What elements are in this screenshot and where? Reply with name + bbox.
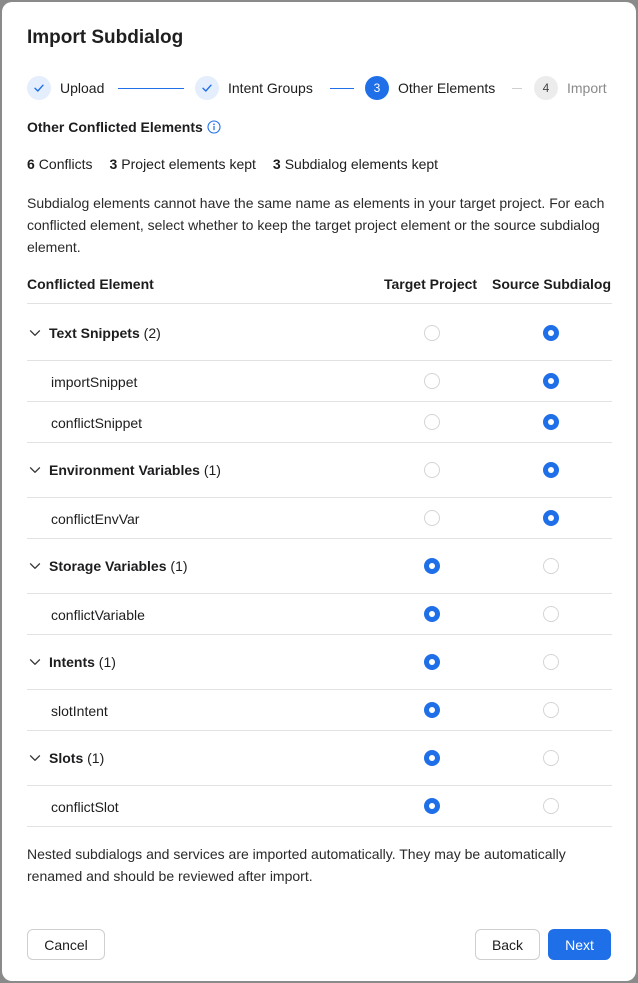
check-icon <box>195 76 219 100</box>
step-label: Intent Groups <box>228 80 313 96</box>
group-row-text-snippets <box>27 305 612 361</box>
target-radio[interactable] <box>424 414 440 430</box>
step-number: 4 <box>534 76 558 100</box>
source-radio[interactable] <box>543 373 559 389</box>
group-label: Environment Variables (1) <box>49 462 221 478</box>
target-radio[interactable] <box>424 750 440 766</box>
group-label: Storage Variables (1) <box>49 558 188 574</box>
step-label: Other Elements <box>398 80 496 96</box>
source-radio[interactable] <box>543 558 559 574</box>
group-label: Intents (1) <box>49 654 116 670</box>
target-radio[interactable] <box>424 558 440 574</box>
section-title-text: Other Conflicted Elements <box>27 119 203 135</box>
element-label: slotIntent <box>51 703 108 719</box>
step-import <box>534 75 607 101</box>
chevron-down-icon[interactable] <box>29 464 41 476</box>
conflicts-count: 6 Conflicts <box>27 156 93 172</box>
step-connector <box>118 88 184 89</box>
source-radio[interactable] <box>543 462 559 478</box>
conflict-summary <box>27 156 455 172</box>
source-radio[interactable] <box>543 510 559 526</box>
section-title <box>27 119 221 135</box>
source-radio[interactable] <box>543 325 559 341</box>
element-row-importsnippet <box>27 361 612 402</box>
column-header-source: Source Subdialog <box>492 276 612 292</box>
chevron-down-icon[interactable] <box>29 327 41 339</box>
source-radio[interactable] <box>543 750 559 766</box>
step-label: Upload <box>60 80 105 96</box>
step-label: Import <box>567 80 607 96</box>
target-radio[interactable] <box>424 606 440 622</box>
step-intent-groups <box>195 75 313 101</box>
description-text: Subdialog elements cannot have the same name as elements in your target project. For each conflicted element, select whether to keep the target project element or the source subdialog element. <box>27 195 605 255</box>
element-label: importSnippet <box>51 374 138 390</box>
group-label: Text Snippets (2) <box>49 325 161 341</box>
element-row-conflictenvvar <box>27 498 612 539</box>
element-label: conflictSnippet <box>51 415 143 431</box>
check-icon <box>27 76 51 100</box>
group-row-environment-variables <box>27 443 612 498</box>
element-label: conflictEnvVar <box>51 511 140 527</box>
source-radio[interactable] <box>543 606 559 622</box>
source-radio[interactable] <box>543 414 559 430</box>
footnote-text: Nested subdialogs and services are imported automatically. They may be automatically renamed and should be reviewed after import. <box>27 846 566 884</box>
cancel-button[interactable]: Cancel <box>27 929 105 960</box>
element-label: conflictSlot <box>51 799 119 815</box>
chevron-down-icon[interactable] <box>29 656 41 668</box>
table-header <box>27 276 612 304</box>
group-row-intents <box>27 635 612 690</box>
group-row-slots <box>27 731 612 786</box>
back-button[interactable]: Back <box>475 929 540 960</box>
dialog-title: Import Subdialog <box>27 27 184 48</box>
target-radio[interactable] <box>424 325 440 341</box>
column-header-target: Target Project <box>384 276 478 292</box>
step-number: 3 <box>365 76 389 100</box>
element-row-conflictslot <box>27 786 612 827</box>
source-radio[interactable] <box>543 702 559 718</box>
element-row-conflictvariable <box>27 594 612 635</box>
step-connector <box>330 88 354 89</box>
step-other-elements <box>365 75 495 101</box>
element-row-slotintent <box>27 690 612 731</box>
group-row-storage-variables <box>27 539 612 594</box>
chevron-down-icon[interactable] <box>29 560 41 572</box>
step-upload <box>27 75 104 101</box>
import-subdialog-dialog <box>2 2 636 981</box>
group-label: Slots (1) <box>49 750 105 766</box>
source-radio[interactable] <box>543 654 559 670</box>
element-row-conflictsnippet <box>27 402 612 443</box>
target-radio[interactable] <box>424 654 440 670</box>
source-radio[interactable] <box>543 798 559 814</box>
next-button[interactable]: Next <box>548 929 611 960</box>
target-radio[interactable] <box>424 702 440 718</box>
subdialog-kept-count: 3 Subdialog elements kept <box>272 156 439 172</box>
info-icon[interactable] <box>207 120 221 134</box>
element-label: conflictVariable <box>51 607 145 623</box>
target-radio[interactable] <box>424 510 440 526</box>
project-kept-count: 3 Project elements kept <box>109 156 256 172</box>
target-radio[interactable] <box>424 462 440 478</box>
target-radio[interactable] <box>424 798 440 814</box>
step-connector <box>512 88 522 89</box>
chevron-down-icon[interactable] <box>29 752 41 764</box>
target-radio[interactable] <box>424 373 440 389</box>
column-header-element: Conflicted Element <box>27 276 154 292</box>
